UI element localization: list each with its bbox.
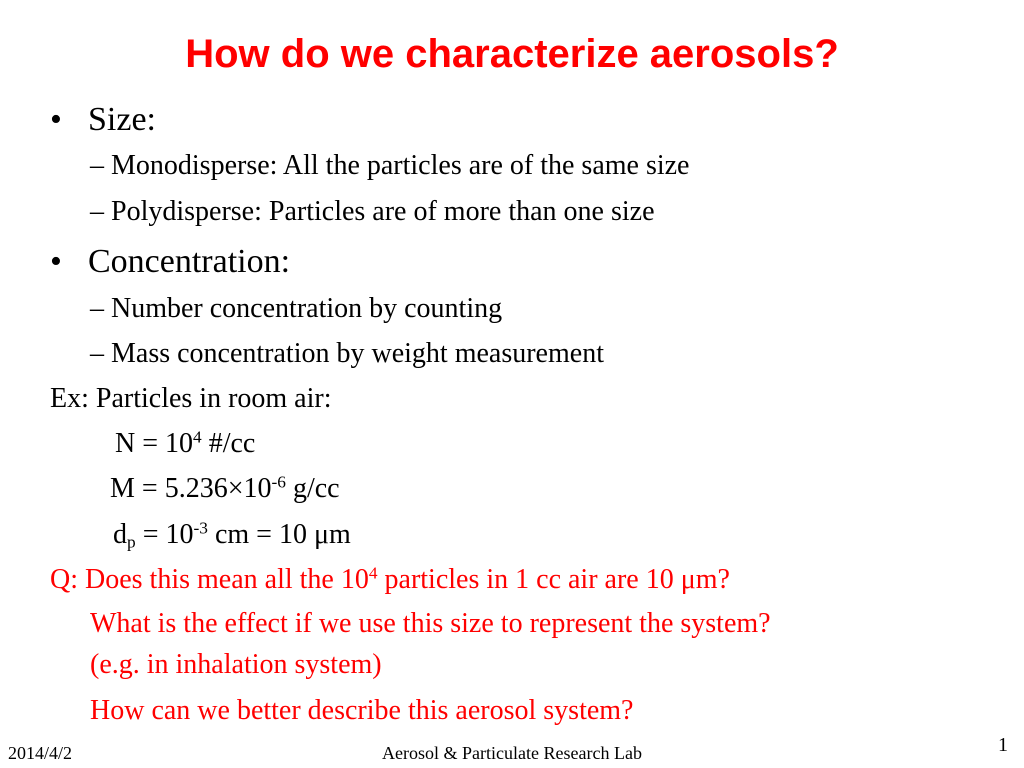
example-intro: Ex: Particles in room air: — [50, 383, 332, 414]
concentration-heading: Concentration: — [88, 243, 291, 280]
size-item-polydisperse: – Polydisperse: Particles are of more than one size — [90, 196, 655, 227]
concentration-item-number: – Number concentration by counting — [90, 293, 503, 324]
dp-rest: cm = 10 μm — [207, 519, 351, 550]
concentration-bullet-row — [50, 242, 290, 282]
m-unit: g/cc — [285, 473, 340, 504]
n-unit: #/cc — [201, 428, 256, 459]
size-item-monodisperse: – Monodisperse: All the particles are of the same size — [90, 150, 690, 181]
size-bullet-row — [50, 100, 156, 140]
size-heading: Size: — [88, 101, 156, 138]
dp-subscript: p — [127, 532, 136, 552]
question-line-2: What is the effect if we use this size to represent the system? — [90, 608, 771, 639]
question-line-4: How can we better describe this aerosol system? — [90, 695, 634, 726]
n-base: N = 10 — [115, 428, 194, 459]
bullet-icon: • — [50, 243, 62, 280]
question-line-3: (e.g. in inhalation system) — [90, 649, 382, 680]
example-particle-diameter — [113, 518, 351, 552]
m-base: M = 5.236×10 — [110, 473, 272, 504]
concentration-item-mass: – Mass concentration by weight measurement — [90, 338, 604, 369]
footer-lab-name: Aerosol & Particulate Research Lab — [382, 743, 642, 763]
question-prefix: Q: Does this mean all the 10 — [50, 564, 369, 595]
footer-date: 2014/4/2 — [8, 743, 73, 763]
dp-equals: = 10 — [135, 519, 194, 550]
n-exponent: 4 — [193, 427, 202, 447]
dp-d: d — [113, 519, 127, 550]
bullet-icon: • — [50, 101, 62, 138]
slide-title: How do we characterize aerosols? — [185, 32, 839, 76]
question-exponent: 4 — [368, 563, 378, 583]
example-mass-concentration — [110, 472, 340, 506]
dp-exponent: -3 — [193, 518, 208, 538]
question-suffix: particles in 1 cc air are 10 μm? — [377, 564, 730, 595]
example-number-concentration — [115, 427, 255, 461]
page-number: 1 — [998, 734, 1008, 756]
m-exponent: -6 — [271, 472, 286, 492]
question-line-1 — [50, 563, 730, 597]
